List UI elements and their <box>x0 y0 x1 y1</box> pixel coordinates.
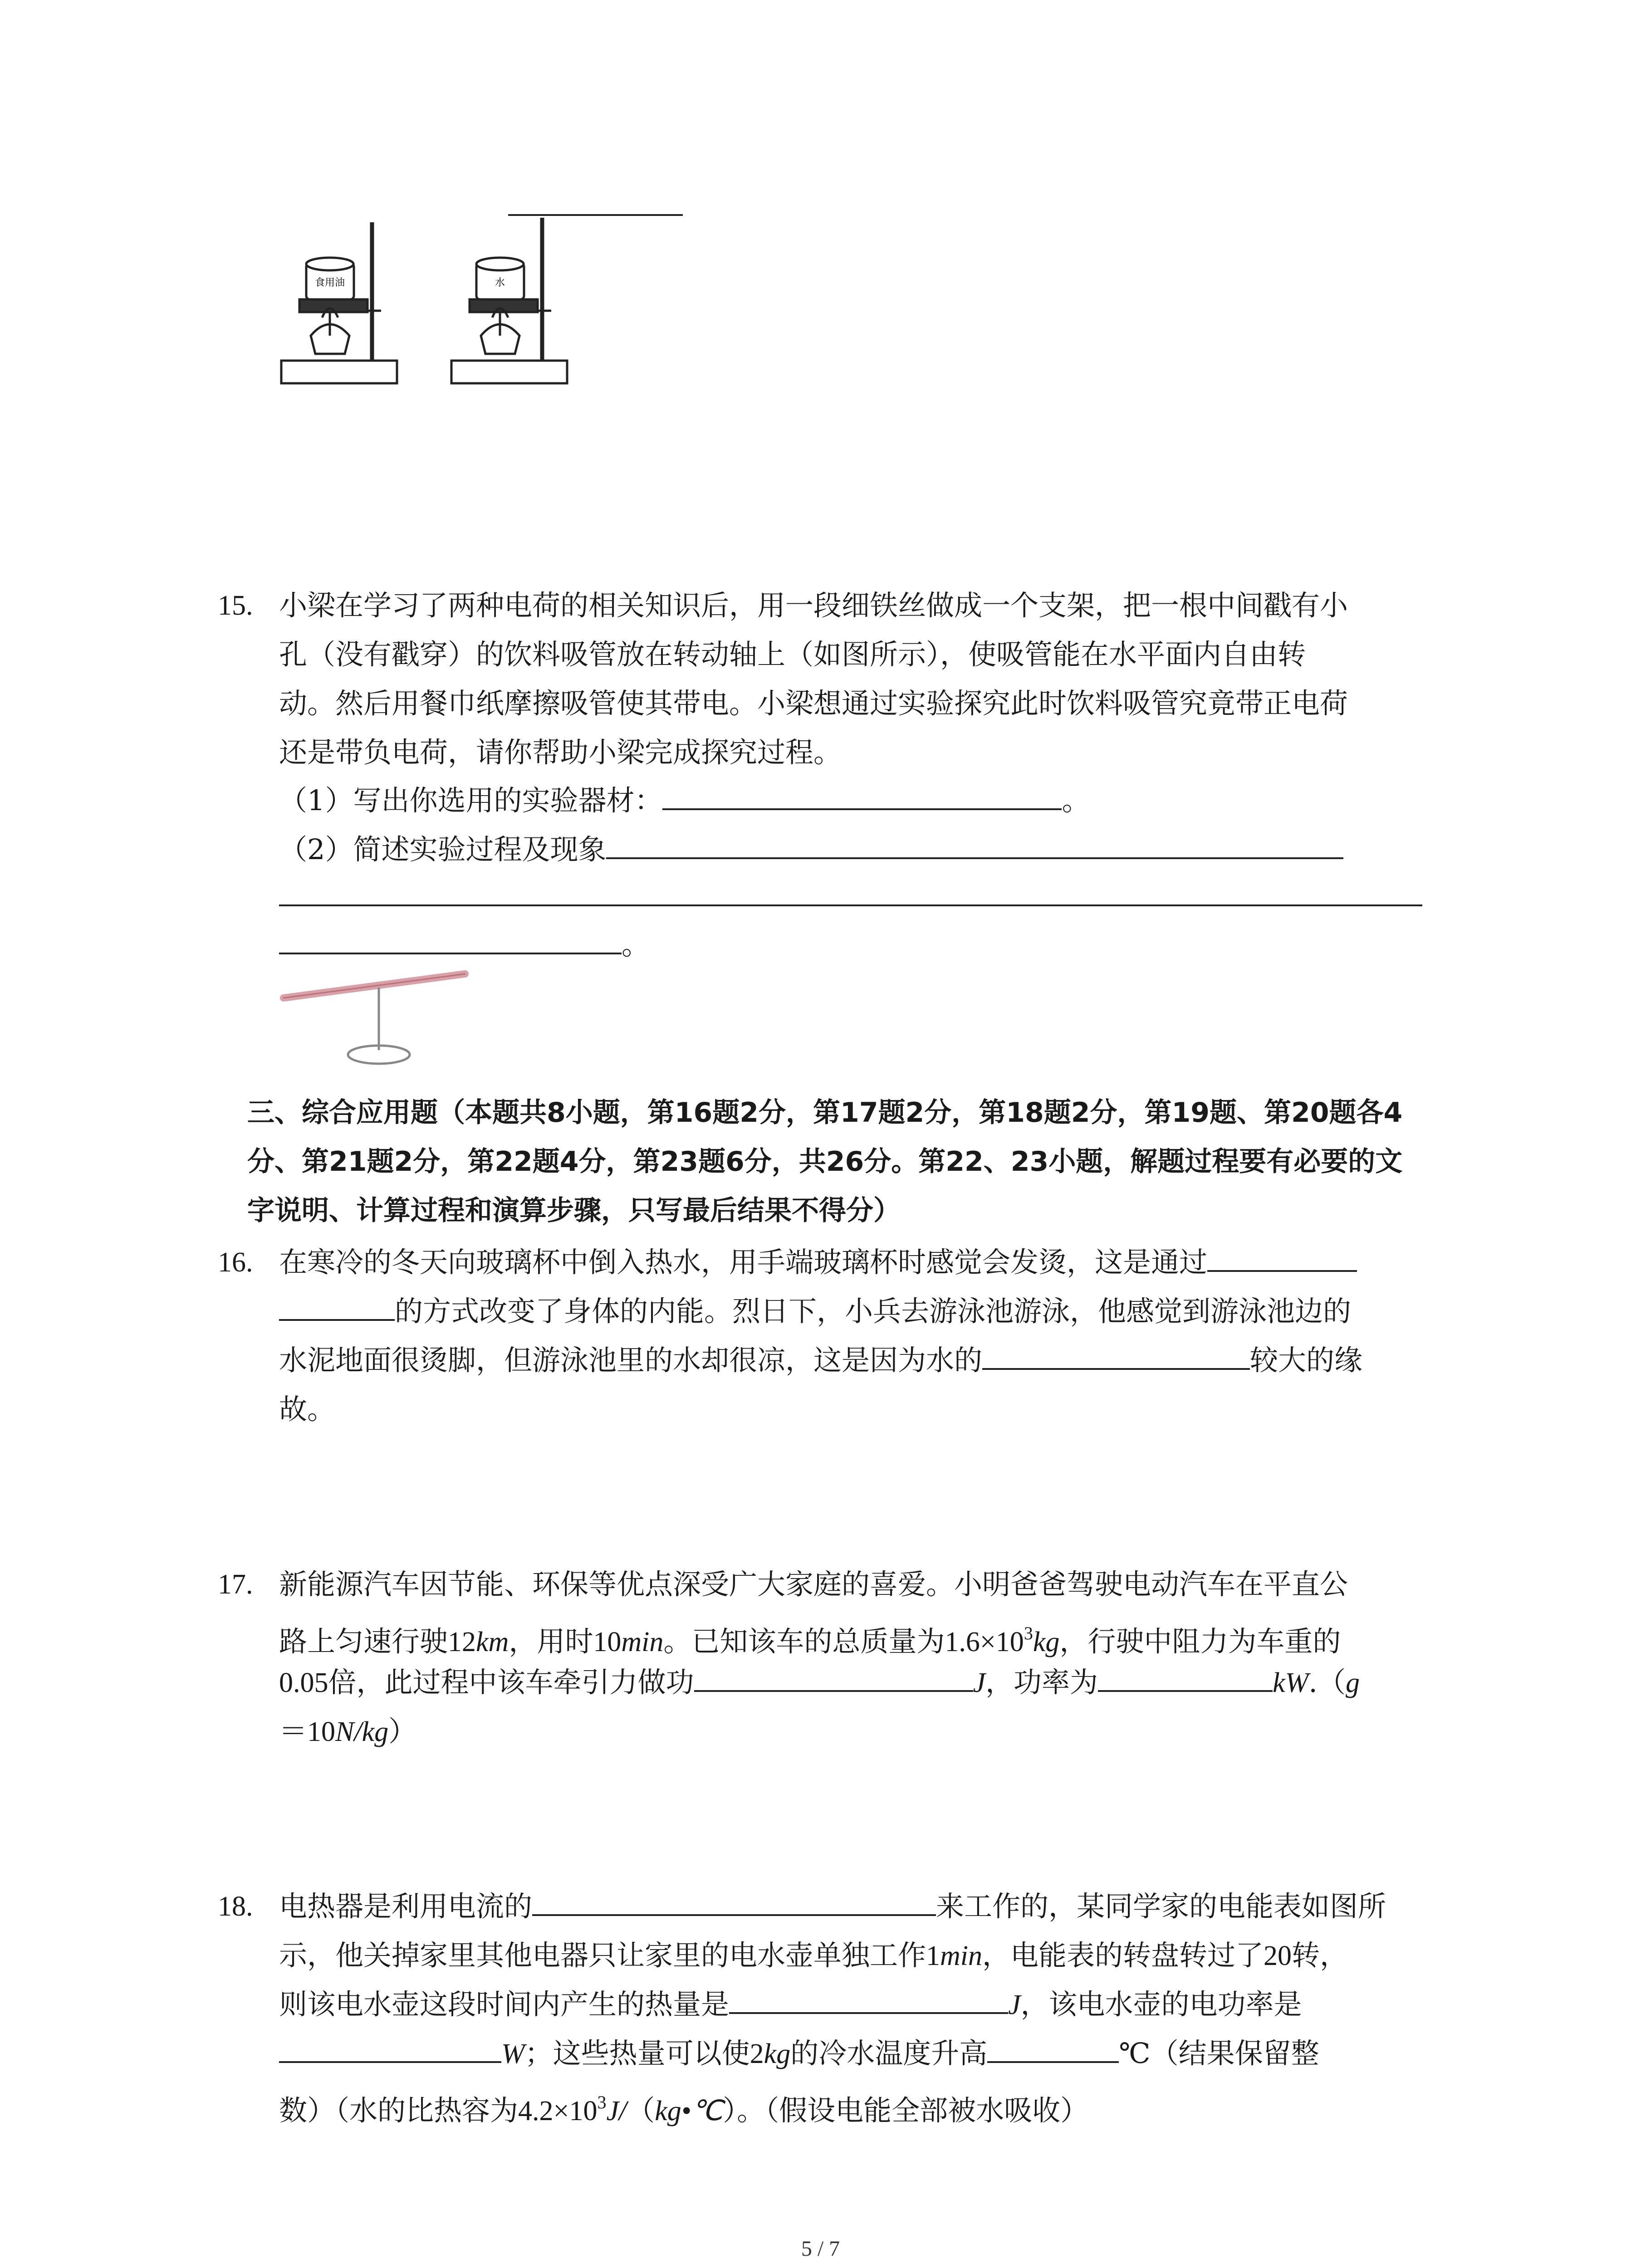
answer-blank[interactable] <box>662 781 1062 810</box>
section-3-line-1: 三、综合应用题（本题共8小题，第16题2分，第17题2分，第18题2分，第19题、第20题各4 <box>247 1097 1403 1129</box>
q16-line-1: 在寒冷的冬天向玻璃杯中倒入热水，用手端玻璃杯时感觉会发烫，这是通过 <box>279 1243 1357 1282</box>
q17-line-1: 新能源汽车因节能、环保等优点深受广大家庭的喜爱。小明爸爸驾驶电动汽车在平直公 <box>279 1568 1348 1601</box>
answer-blank[interactable] <box>987 2034 1119 2063</box>
answer-blank[interactable] <box>982 1341 1250 1370</box>
q18-line-4: W；这些热量可以使2kg的冷水温度升高 ℃（结果保留整 <box>279 2034 1319 2073</box>
answer-blank[interactable] <box>606 830 1343 859</box>
straw-stand-figure <box>277 964 476 1073</box>
question-number: 16. <box>218 1247 253 1278</box>
q16-line-2: 的方式改变了身体的内能。烈日下，小兵去游泳池游泳，他感觉到游泳池边的 <box>279 1292 1351 1331</box>
answer-blank[interactable] <box>279 1292 395 1321</box>
q15-line-4: 还是带负电荷，请你帮助小梁完成探究过程。 <box>279 736 842 769</box>
q15-sub-1: （1）写出你选用的实验器材： 。 <box>279 781 1090 820</box>
section-3-line-2: 分、第21题2分，第22题4分，第23题6分，共26分。第22、23小题，解题过程要有必要的文 <box>247 1146 1403 1178</box>
q15-end-line: 。 <box>279 925 650 964</box>
section-3-line-3: 字说明、计算过程和演算步骤，只写最后结果不得分） <box>247 1195 901 1227</box>
q18-line-3: 则该电水壶这段时间内产生的热量是 J，该电水壶的电功率是 <box>279 1985 1302 2024</box>
q15-line-1: 小梁在学习了两种电荷的相关知识后，用一段细铁丝做成一个支架，把一根中间戳有小 <box>279 589 1348 622</box>
answer-blank[interactable] <box>279 925 622 954</box>
q16-line-3: 水泥地面很烫脚，但游泳池里的水却很凉，这是因为水的 较大的缘 <box>279 1341 1362 1380</box>
question-number: 18. <box>218 1891 253 1922</box>
page-number: 5 / 7 <box>801 2237 840 2261</box>
right-beaker-label: 水 <box>495 277 505 288</box>
q18-line-5: 数）（水的比热容为$4.2\times 10^3J/(kg•℃)$。（假设电能全部被水吸收） <box>279 2092 1089 2127</box>
heating-apparatus-figure <box>272 200 690 408</box>
q17-line-3: 0.05倍，此过程中该车牵引力做功 J，功率为 kW.（g <box>279 1663 1360 1702</box>
q18-line-1: 电热器是利用电流的 来工作的，某同学家的电能表如图所 <box>279 1887 1386 1926</box>
q17-line-4: ＝10N/kg） <box>279 1715 417 1748</box>
q17-line-2: 路上匀速行驶12km，用时10min。已知该车的总质量为$1.6\times 10^3kg$，行驶中阻力为车重的 <box>279 1623 1341 1658</box>
answer-blank[interactable] <box>694 1663 973 1692</box>
q18-line-2: 示，他关掉家里其他电器只让家里的电水壶单独工作1min，电能表的转盘转过了20转， <box>279 1939 1348 1972</box>
answer-blank[interactable] <box>1098 1663 1273 1692</box>
answer-blank[interactable] <box>1207 1243 1357 1272</box>
answer-blank[interactable] <box>532 1887 936 1916</box>
left-beaker-label: 食用油 <box>314 277 345 288</box>
answer-blank[interactable] <box>279 2034 501 2063</box>
q15-sub-2: （2）简述实验过程及现象 <box>279 830 1343 869</box>
question-number: 15. <box>218 590 253 621</box>
question-number: 17. <box>218 1569 253 1600</box>
answer-blank[interactable] <box>729 1985 1008 2014</box>
answer-blank[interactable] <box>279 877 1422 906</box>
q15-line-3: 动。然后用餐巾纸摩擦吸管使其带电。小梁想通过实验探究此时饮料吸管究竟带正电荷 <box>279 687 1348 720</box>
q16-line-4: 故。 <box>279 1393 336 1426</box>
q15-line-2: 孔（没有戳穿）的饮料吸管放在转动轴上（如图所示），使吸管能在水平面内自由转 <box>279 638 1306 671</box>
